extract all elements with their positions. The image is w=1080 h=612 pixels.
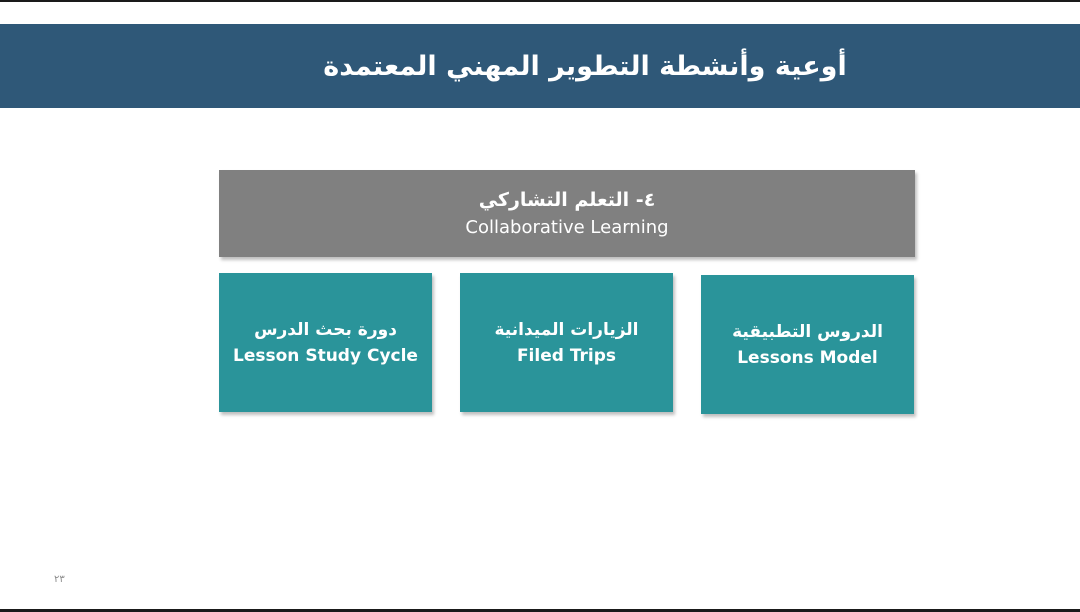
collaborative-learning-arabic: ٤- التعلم التشاركي (478, 189, 656, 211)
card-arabic-label: الزيارات الميدانية (494, 319, 639, 340)
card-english-label: Filed Trips (516, 345, 617, 366)
card-arabic-label: الدروس التطبيقية (732, 321, 883, 342)
slide-header (0, 24, 1080, 108)
lesson-study-cycle-card (219, 273, 432, 412)
card-english-label: Lessons Model (737, 347, 878, 368)
field-trips-card (460, 273, 673, 412)
page-number: ٢٣ (54, 574, 65, 585)
slide-title: أوعية وأنشطة التطوير المهني المعتمدة (323, 50, 847, 82)
collaborative-learning-box (219, 170, 915, 257)
lessons-model-card (701, 275, 914, 414)
card-arabic-label: دورة بحث الدرس (254, 319, 397, 340)
collaborative-learning-english: Collaborative Learning (465, 217, 669, 238)
card-english-label: Lesson Study Cycle (233, 345, 418, 366)
